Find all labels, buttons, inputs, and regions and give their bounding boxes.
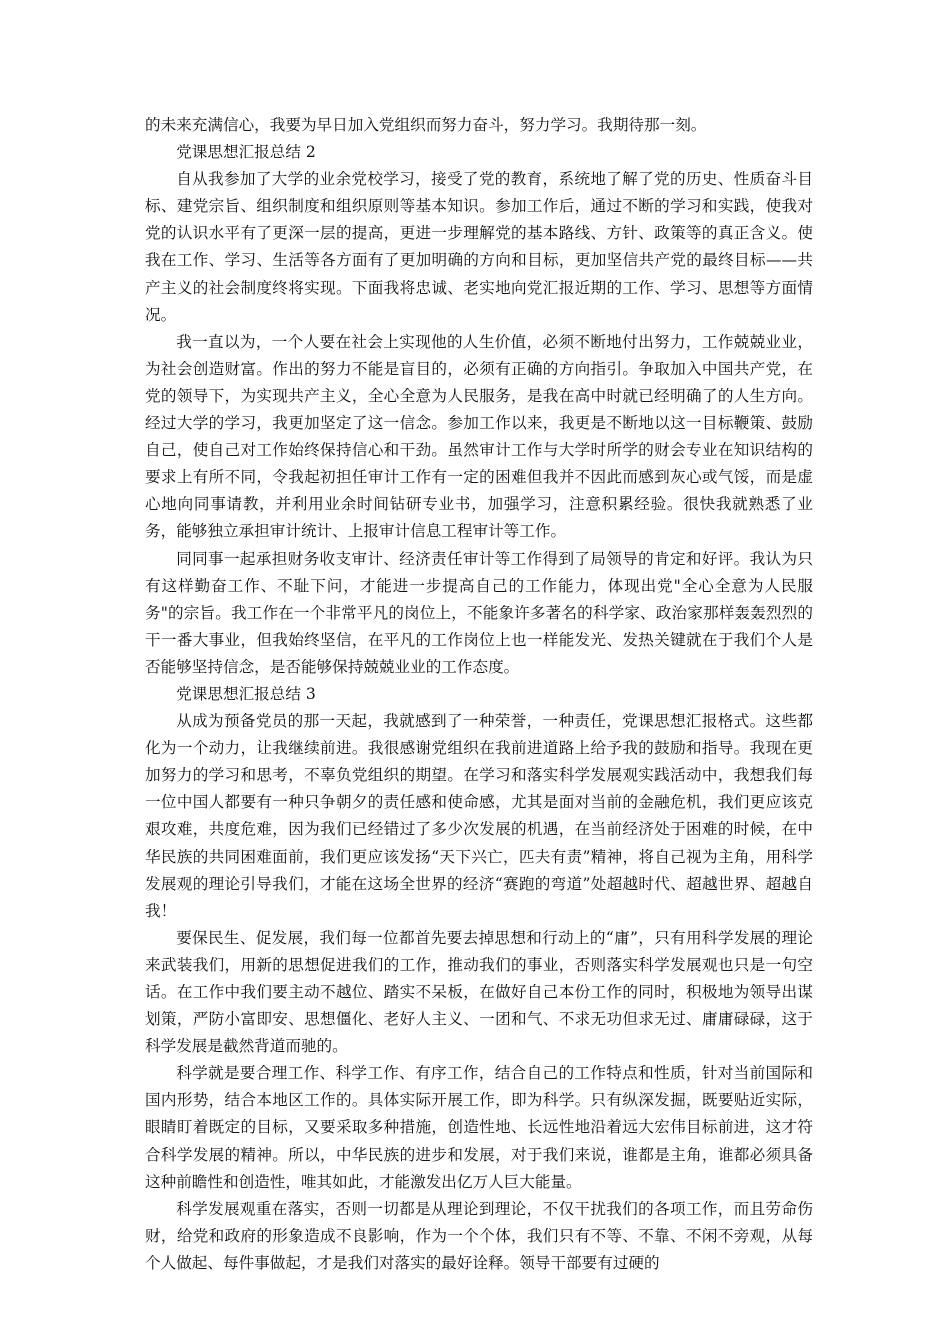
section-3-title: 党课思想汇报总结 3 [176,684,316,703]
opening-paragraph: 的未来充满信心，我要为早日加入党组织而努力奋斗，努力学习。我期待那一刻。 [145,116,707,134]
section-2-paragraph-1: 自从我参加了大学的业余党校学习，接受了党的教育，系统地了解了党的历史、性质奋斗目标、建党宗旨、组织制度和组织原则等基本知识。参加工作后，通过不断的学习和实践，使我对党的认识水平有了更深一层的提高，更进一步理解党的基本路线、方针、政策等的真正含义。使我在工作、学习、生活等各方面有了更加明确的方向和目标，更加坚信共产党的最终目标——共产主义的社会制度终将实现。下面我将忠诚、老实地向党汇报近期的工作、学习、思想等方面情况。 [145,170,813,324]
section-3-paragraph-3: 科学就是要合理工作、科学工作、有序工作，结合自己的工作特点和性质，针对当前国际和国内形势，结合本地区工作的。具体实际开展工作，即为科学。只有纵深发掘，既要贴近实际，眼睛盯着既定的目标，又要采取多种措施，创造性地、长远性地沿着远大宏伟目标前进，这才符合科学发展的精神。所以，中华民族的进步和发展，对于我们来说，谁都是主角，谁都必须具备这种前瞻性和创造性，唯其如此，才能激发出亿万人巨大能量。 [145,1064,813,1191]
section-3-paragraph-1: 从成为预备党员的那一天起，我就感到了一种荣誉，一种责任，党课思想汇报格式。这些都化为一个动力，让我继续前进。我很感谢党组织在我前进道路上给予我的鼓励和指导。我现在更加努力的学习和思考，不辜负党组织的期望。在学习和落实科学发展观实践活动中，我想我们每一位中国人都要有一种只争朝夕的责任感和使命感，尤其是面对当前的金融危机，我们更应该克艰攻难，共度危难，因为我们已经错过了多少次发展的机遇，在当前经济处于困难的时候，在中华民族的共同困难面前，我们更应该发扬“天下兴亡，匹夫有责”精神，将自己视为主角，用科学发展观的理论引导我们，才能在这场全世界的经济“赛跑的弯道”处超越时代、超越世界、超越自我！ [145,712,813,920]
section-2-paragraph-3: 同同事一起承担财务收支审计、经济责任审计等工作得到了局领导的肯定和好评。我认为只有这样勤奋工作、不耻下问，才能进一步提高自己的工作能力，体现出党"全心全意为人民服务"的宗旨。我工作在一个非常平凡的岗位上，不能象许多著名的科学家、政治家那样轰轰烈烈的干一番大事业，但我始终坚信，在平凡的工作岗位上也一样能发光、发热关键就在于我们个人是否能够坚持信念，是否能够保持兢兢业业的工作态度。 [145,549,813,676]
section-2-paragraph-2: 我一直以为，一个人要在社会上实现他的人生价值，必须不断地付出努力，工作兢兢业业，为社会创造财富。作出的努力不能是盲目的，必须有正确的方向指引。争取加入中国共产党，在党的领导下，为实现共产主义，全心全意为人民服务，是我在高中时就已经明确了的人生方向。经过大学的学习，我更加坚定了这一信念。参加工作以来，我更是不断地以这一目标鞭策、鼓励自己，使自己对工作始终保持信心和干劲。虽然审计工作与大学时所学的财会专业在知识结构的要求上有所不同，令我起初担任审计工作有一定的困难但我并不因此而感到灰心或气馁，而是虚心地向同事请教，并利用业余时间钻研专业书，加强学习，注意积累经验。很快我就熟悉了业务，能够独立承担审计统计、上报审计信息工程审计等工作。 [145,332,813,541]
section-3-paragraph-4: 科学发展观重在落实，否则一切都是从理论到理论，不仅干扰我们的各项工作，而且劳命伤财，给党和政府的形象造成不良影响，作为一个个体，我们只有不等、不靠、不闲不旁观，从每个人做起、每件事做起，才是我们对落实的最好诠释。领导干部要有过硬的 [145,1199,813,1272]
section-2-title: 党课思想汇报总结 2 [176,143,316,162]
document-page [145,112,813,1277]
section-3-paragraph-2: 要保民生、促发展，我们每一位都首先要去掉思想和行动上的“庸”，只有用科学发展的理论来武装我们，用新的思想促进我们的工作，推动我们的事业，否则落实科学发展观也只是一句空话。在工作中我们要主动不越位、踏实不呆板，在做好自己本份工作的同时，积极地为领导出谋划策，严防小富即安、思想僵化、老好人主义、一团和气、不求无功但求无过、庸庸碌碌，这于科学发展是截然背道而驰的。 [145,928,813,1056]
